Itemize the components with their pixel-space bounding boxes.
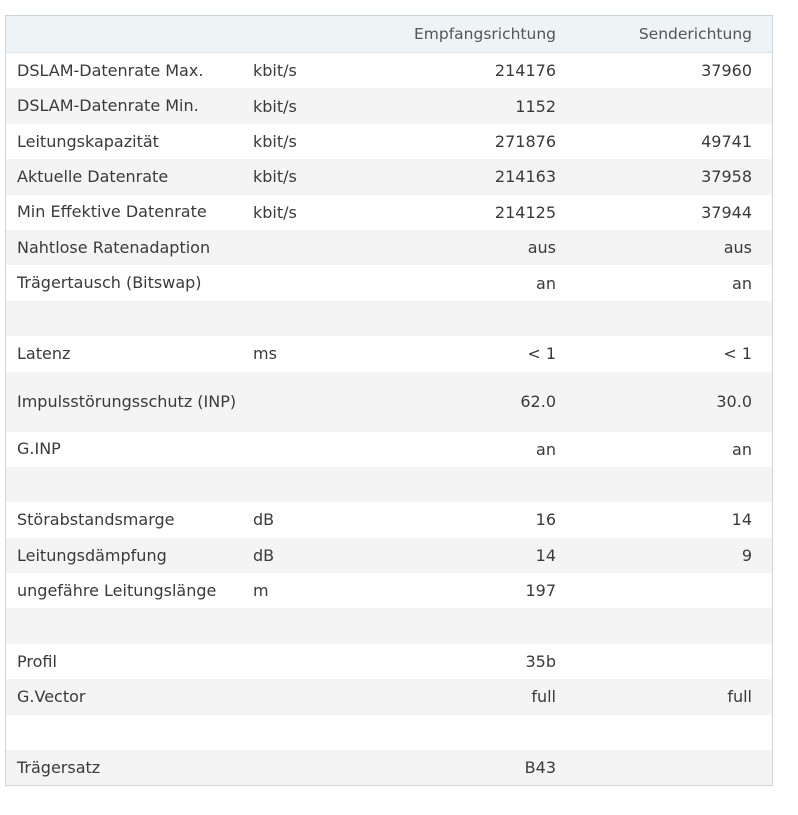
row-unit: kbit/s: [253, 131, 297, 151]
table-row: [6, 265, 772, 300]
row-unit: kbit/s: [253, 167, 297, 187]
row-tx-value: an: [732, 439, 752, 459]
table-row: [6, 715, 772, 750]
row-rx-value: 271876: [494, 131, 556, 151]
row-unit: kbit/s: [253, 61, 297, 81]
row-label: Trägertausch (Bitswap): [17, 273, 202, 293]
row-rx-value: 197: [525, 581, 556, 601]
row-label: Latenz: [17, 344, 71, 364]
row-rx-value: 16: [535, 510, 556, 530]
table-row: [6, 372, 772, 432]
row-rx-value: 214125: [494, 202, 556, 222]
row-tx-value: < 1: [723, 344, 752, 364]
row-unit: m: [253, 581, 269, 601]
table-row: [6, 573, 772, 608]
table-row: [6, 88, 772, 123]
table-row: [6, 159, 772, 194]
row-rx-value: 35b: [525, 652, 556, 672]
row-label: Störabstandsmarge: [17, 510, 175, 530]
dsl-info-table: [5, 15, 773, 786]
table-row: [6, 644, 772, 679]
row-label: Leitungsdämpfung: [17, 545, 167, 565]
row-rx-value: aus: [527, 238, 556, 258]
table-row: [6, 750, 772, 785]
table-row: [6, 502, 772, 537]
table-row: [6, 124, 772, 159]
row-label: Profil: [17, 651, 57, 671]
table-row: [6, 230, 772, 265]
row-tx-value: 9: [741, 545, 752, 565]
row-label: Aktuelle Datenrate: [17, 167, 169, 187]
row-label: DSLAM-Datenrate Max.: [17, 60, 204, 80]
table-row: [6, 195, 772, 230]
row-rx-value: 214163: [494, 167, 556, 187]
row-tx-value: 49741: [701, 131, 752, 151]
row-unit: dB: [253, 545, 275, 565]
table-row: [6, 53, 772, 88]
row-rx-value: 14: [535, 545, 556, 565]
row-tx-value: an: [732, 273, 752, 293]
table-row: [6, 538, 772, 573]
table-row: [6, 432, 772, 467]
row-rx-value: an: [536, 273, 556, 293]
row-tx-value: aus: [723, 238, 752, 258]
row-tx-value: 14: [731, 510, 752, 530]
row-rx-value: 62.0: [520, 392, 556, 412]
table-row: [6, 301, 772, 336]
row-unit: ms: [253, 344, 277, 364]
row-tx-value: 37944: [701, 202, 752, 222]
table-row: [6, 608, 772, 643]
row-unit: kbit/s: [253, 202, 297, 222]
row-rx-value: < 1: [527, 344, 556, 364]
row-label: Trägersatz: [17, 757, 101, 777]
row-label: Min Effektive Datenrate: [17, 202, 207, 222]
row-unit: kbit/s: [253, 96, 297, 116]
row-label: ungefähre Leitungslänge: [17, 580, 217, 600]
row-tx-value: 37958: [701, 167, 752, 187]
table-row: [6, 336, 772, 371]
row-label: G.Vector: [17, 687, 86, 707]
row-rx-value: 1152: [515, 96, 556, 116]
table-row: [6, 679, 772, 714]
row-label: Impulsstörungsschutz (INP): [17, 391, 237, 411]
row-unit: dB: [253, 510, 275, 530]
row-tx-value: full: [727, 687, 752, 707]
table-row: [6, 467, 772, 502]
row-rx-value: 214176: [494, 61, 556, 81]
row-label: DSLAM-Datenrate Min.: [17, 96, 199, 116]
row-tx-value: 30.0: [716, 392, 752, 412]
header-tx: Senderichtung: [638, 25, 752, 43]
table-body: [6, 53, 772, 785]
table-header: [6, 16, 772, 53]
row-rx-value: B43: [524, 758, 556, 778]
row-rx-value: full: [531, 687, 556, 707]
row-label: Nahtlose Ratenadaption: [17, 237, 211, 257]
row-label: Leitungskapazität: [17, 131, 159, 151]
header-rx: Empfangsrichtung: [413, 25, 556, 43]
row-tx-value: 37960: [701, 61, 752, 81]
row-label: G.INP: [17, 439, 61, 459]
row-rx-value: an: [536, 439, 556, 459]
